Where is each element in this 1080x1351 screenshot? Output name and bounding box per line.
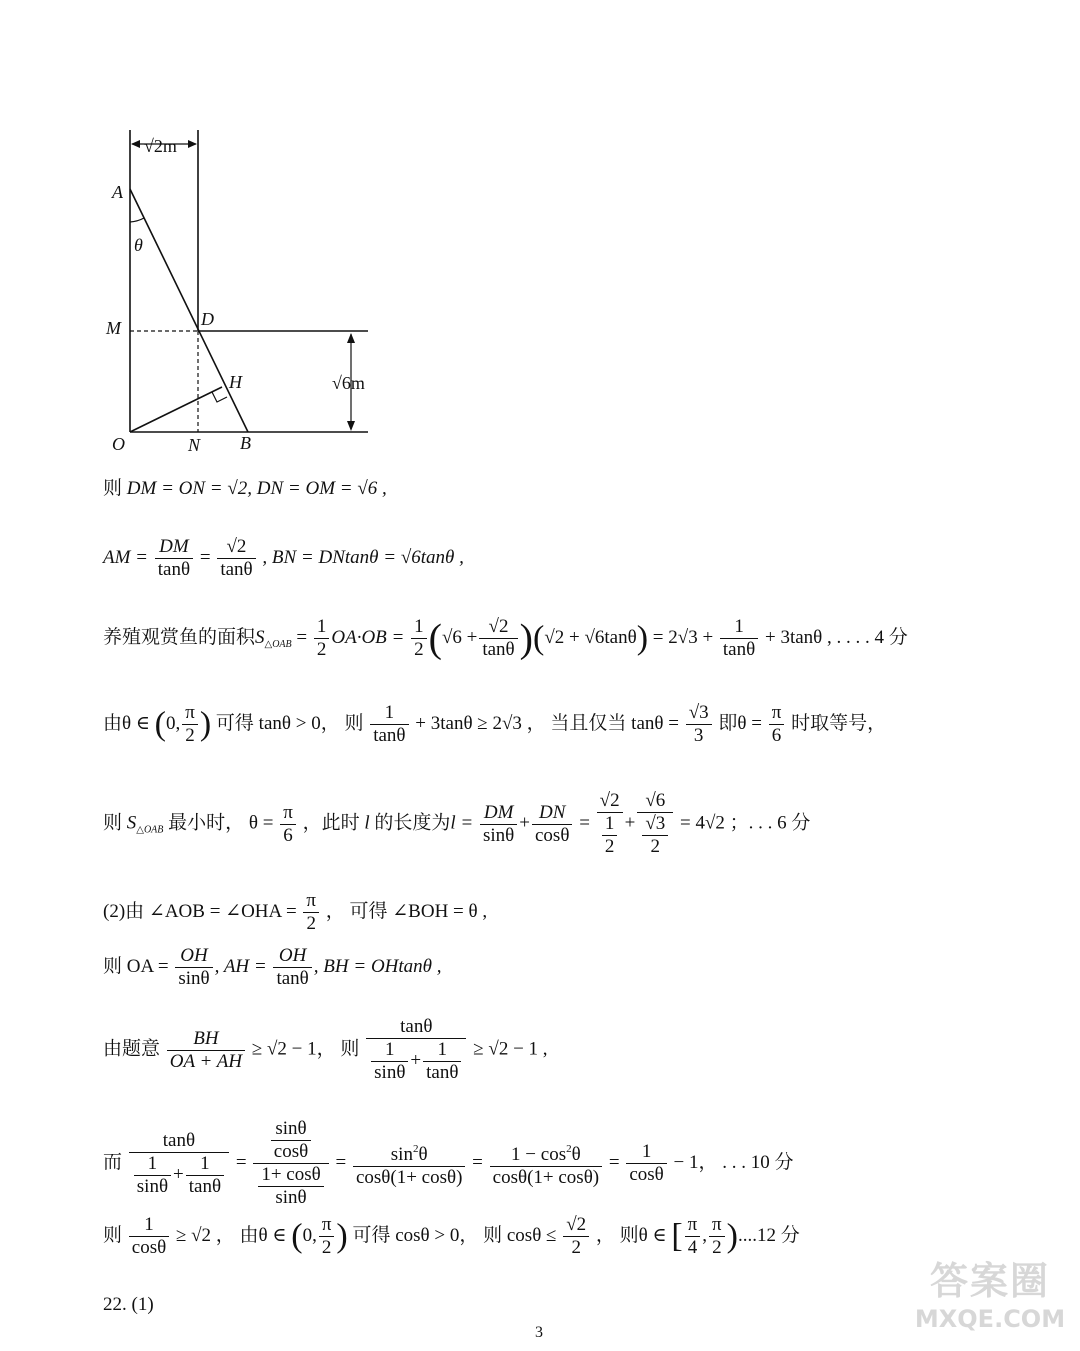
numerator: √3	[686, 702, 712, 725]
numerator: 1	[129, 1214, 169, 1237]
text: =	[199, 546, 211, 568]
point-o: O	[112, 434, 125, 454]
fraction	[479, 616, 517, 661]
denominator: 6	[771, 725, 782, 746]
fraction	[134, 1153, 171, 1198]
text: = 2√3 +	[652, 626, 714, 648]
numerator: √3	[642, 813, 668, 836]
point-n: N	[188, 435, 201, 455]
numerator: 1+ cosθ	[258, 1164, 323, 1187]
fraction	[175, 945, 212, 990]
text: 0,	[166, 712, 181, 734]
fraction	[686, 702, 712, 747]
text: θ	[418, 1144, 428, 1165]
numerator: 1	[314, 616, 330, 639]
fraction	[186, 1153, 224, 1198]
text: 养殖观赏鱼的面积	[103, 626, 256, 648]
line-6	[103, 890, 487, 935]
text: l	[364, 812, 370, 834]
numerator: sinθ	[271, 1118, 311, 1141]
section-heading: 22. (1)	[103, 1294, 154, 1315]
denominator: sinθ	[374, 1062, 406, 1083]
numerator: 1	[186, 1153, 224, 1176]
fraction	[709, 1214, 725, 1259]
denominator: tanθ	[220, 559, 253, 580]
numerator: DM	[480, 802, 517, 825]
line-3: 养殖观赏鱼的面积$S_{\triangle OAB}$ = $\frac{1}{2}$ OA·OB = $\frac{1}{2}$ (√6 + $\frac{√2}{\tan\theta}$ )(√2 + √6tanθ) = 2√3 + $\frac{1}{\tan\theta}$ + 3tanθ , . . . . 4 分	[103, 615, 908, 661]
denominator: cosθ(1+ cosθ)	[355, 1167, 463, 1188]
denominator: sinθ	[483, 824, 515, 846]
text: √6 +	[441, 626, 478, 648]
denominator: cosθ	[629, 1164, 664, 1185]
text: 时取等号，	[791, 712, 887, 734]
fraction	[602, 813, 618, 858]
numerator: 1	[626, 1141, 666, 1164]
line-4: 由θ ∈ (0, $\frac{\pi}{2}$ ) 可得 tanθ > 0， 则 $\frac{1}{\tan\theta}$ + 3tanθ ≥ 2√3 ， 当且仅当 tanθ = $\frac{√3}{3}$ 即θ = $\frac{\pi}{6}$ 时取等号，	[103, 702, 887, 746]
fraction	[563, 1214, 589, 1259]
text: =	[472, 1151, 483, 1173]
denominator: tanθ	[276, 968, 309, 989]
text: ....12 分	[737, 1224, 800, 1246]
fraction	[253, 1118, 328, 1209]
numerator: √2	[563, 1214, 589, 1237]
fraction	[155, 536, 193, 581]
numerator: π	[303, 890, 319, 913]
text: 由题意	[103, 1038, 161, 1060]
fraction	[411, 616, 427, 661]
watermark-url: MXQE.COM	[914, 1305, 1066, 1333]
numerator: tanθ	[366, 1016, 466, 1039]
text: 则	[103, 812, 123, 834]
numerator: DN	[532, 802, 572, 825]
denominator: tanθ	[188, 1175, 222, 1197]
top-arrow-left	[131, 140, 140, 148]
text: , BH = OHtanθ ,	[313, 955, 442, 977]
fraction	[314, 616, 330, 661]
denominator: cosθ(1+ cosθ)	[492, 1167, 600, 1188]
fraction	[167, 1028, 245, 1073]
denominator: 2	[571, 1237, 581, 1258]
numerator: 1	[423, 1039, 461, 1062]
watermark	[906, 1258, 1074, 1346]
side-arrow-up	[347, 333, 355, 343]
fraction	[423, 1039, 461, 1084]
text: ≥ √2 − 1， 则	[251, 1038, 360, 1060]
denominator: 2	[712, 1237, 722, 1258]
fraction	[637, 790, 673, 858]
numerator: π	[280, 802, 296, 825]
numerator: √2	[597, 790, 623, 813]
denominator: OA + AH	[169, 1050, 243, 1072]
text: θ	[571, 1144, 581, 1165]
line-7	[103, 945, 442, 990]
right-angle-mark	[212, 392, 227, 402]
point-a: A	[112, 182, 123, 202]
line-8	[103, 1016, 548, 1084]
numerator: tanθ	[129, 1130, 229, 1153]
fraction	[273, 945, 311, 990]
denominator: 2	[316, 639, 327, 660]
text: √2 + √6tanθ	[544, 626, 637, 648]
denominator: cosθ	[535, 824, 570, 846]
numerator: 1	[370, 702, 408, 725]
numerator: √2	[217, 536, 255, 559]
fraction	[371, 1039, 408, 1084]
line-5	[103, 790, 810, 858]
denominator: tanθ	[722, 639, 756, 660]
text: S	[126, 812, 137, 834]
point-b: B	[240, 433, 251, 453]
page-number: 3	[535, 1324, 543, 1341]
numerator: π	[182, 702, 198, 725]
top-arrow-right	[188, 140, 197, 148]
subscript: △OAB	[264, 638, 292, 650]
text: ，此时	[302, 812, 360, 834]
fraction	[271, 1118, 311, 1163]
denominator: cosθ	[273, 1141, 309, 1162]
text: ， 可得 ∠BOH = θ ,	[325, 900, 488, 922]
superscript: 2	[566, 1143, 572, 1155]
text: =	[235, 1151, 247, 1173]
text: , BN = DNtanθ = √6tanθ ,	[262, 546, 464, 568]
numerator: BH	[167, 1028, 245, 1051]
side-arrow-down	[347, 421, 355, 431]
line-2	[103, 536, 464, 581]
fraction	[182, 702, 198, 747]
denominator: 2	[414, 639, 424, 660]
text: 而	[103, 1151, 123, 1173]
text: 则	[103, 478, 127, 499]
fraction	[685, 1214, 701, 1259]
fraction	[480, 802, 517, 847]
numerator: √6	[637, 790, 673, 813]
fraction	[597, 790, 623, 858]
denominator: 4	[687, 1237, 698, 1258]
numerator: OH	[273, 945, 311, 968]
text: 则 OA =	[103, 955, 169, 977]
denominator: 2	[321, 1237, 332, 1258]
denominator: tanθ	[426, 1062, 459, 1083]
text: ,	[702, 1224, 708, 1246]
fraction	[720, 616, 758, 661]
numerator: π	[685, 1214, 701, 1237]
text: 1 − cos	[511, 1144, 567, 1165]
denominator: tanθ	[157, 559, 191, 580]
segment-oh	[130, 387, 222, 432]
text: + 3tanθ ≥ 2√3 ， 当且仅当 tanθ =	[415, 712, 679, 734]
point-d: D	[201, 309, 214, 329]
text: l =	[450, 812, 474, 834]
fraction	[366, 1016, 466, 1084]
text: ≥ √2 − 1 ,	[473, 1038, 548, 1060]
top-dimension-label: √2m	[144, 136, 177, 156]
numerator: 1	[602, 813, 618, 836]
fraction	[129, 1130, 229, 1198]
numerator: 1	[720, 616, 758, 639]
text: ≥ √2 ， 由θ ∈	[175, 1224, 287, 1246]
denominator: sinθ	[136, 1175, 169, 1197]
text: =	[296, 626, 308, 648]
watermark-logo: 答案圈	[929, 1259, 1050, 1303]
numerator: 1	[411, 616, 427, 639]
numerator: 1	[371, 1039, 408, 1062]
fraction	[642, 813, 668, 858]
text: sin	[390, 1144, 413, 1165]
fraction	[769, 702, 785, 747]
numerator: DM	[155, 536, 193, 559]
text: (2)由 ∠AOB = ∠OHA =	[103, 900, 297, 922]
text: +	[173, 1163, 184, 1185]
denominator: sinθ	[275, 1187, 307, 1208]
text: 可得 cosθ > 0， 则 cosθ ≤	[352, 1224, 557, 1246]
line-10: 则 $\frac{1}{\cos\theta}$ ≥ √2 ， 由θ ∈ (0, $\frac{\pi}{2}$ ) 可得 cosθ > 0， 则 cosθ ≤ $\frac{√2}{2}$ ， 则θ ∈ [ $\frac{\pi}{4}$ , $\frac{\pi}{2}$ )....12 分	[103, 1214, 800, 1258]
denominator: 2	[306, 913, 316, 934]
fraction	[258, 1164, 323, 1209]
text: 可得 tanθ > 0， 则	[215, 712, 364, 734]
text: 由θ ∈	[103, 712, 150, 734]
fraction	[490, 1138, 602, 1189]
text: S	[255, 626, 265, 648]
denominator: 3	[693, 725, 704, 746]
text: , AH =	[214, 955, 267, 977]
denominator: tanθ	[373, 725, 406, 746]
text: ， 则θ ∈	[595, 1224, 667, 1246]
text: OA·OB =	[331, 626, 405, 648]
subscript: △OAB	[136, 824, 164, 836]
fraction	[217, 536, 255, 581]
superscript: 2	[412, 1143, 419, 1155]
denominator: sinθ	[178, 968, 210, 989]
numerator: 1	[134, 1153, 171, 1176]
denominator: 2	[604, 836, 615, 857]
text: +	[624, 812, 636, 834]
text: +	[410, 1049, 422, 1071]
text: 0,	[302, 1224, 317, 1246]
text: 最小时， θ =	[168, 812, 274, 834]
text: AM =	[103, 546, 149, 568]
geometry-diagram	[100, 126, 380, 461]
point-m: M	[106, 318, 121, 338]
text: =	[608, 1151, 620, 1173]
denominator: 2	[185, 725, 195, 746]
numerator: √2	[479, 616, 517, 639]
angle-label: θ	[134, 235, 143, 255]
fraction	[319, 1214, 335, 1259]
text: 的长度为	[374, 812, 451, 834]
point-h: H	[229, 372, 242, 392]
fraction	[280, 802, 296, 847]
text: 即θ =	[718, 712, 762, 734]
numerator: π	[319, 1214, 335, 1237]
fraction	[353, 1138, 465, 1189]
text: ；. . . 6 分	[729, 812, 811, 834]
fraction	[370, 702, 408, 747]
side-dimension-label: √6m	[332, 373, 365, 393]
text: =	[335, 1151, 347, 1173]
text: − 1， . . . 10 分	[673, 1151, 794, 1173]
denominator: cosθ	[131, 1237, 167, 1258]
fraction	[303, 890, 319, 935]
fraction	[129, 1214, 169, 1259]
denominator: 6	[283, 824, 293, 846]
segment-ab	[130, 189, 248, 432]
line-9	[103, 1118, 794, 1209]
numerator: π	[769, 702, 785, 725]
angle-arc	[130, 218, 144, 222]
fraction	[532, 802, 572, 847]
numerator: π	[709, 1214, 725, 1237]
line-11	[103, 1294, 154, 1316]
denominator: tanθ	[482, 639, 515, 660]
text: +	[519, 812, 530, 834]
fraction	[626, 1141, 666, 1186]
numerator: OH	[175, 945, 212, 968]
text: 则	[103, 1224, 123, 1246]
text: =	[579, 812, 590, 834]
denominator: 2	[650, 836, 661, 857]
text: + 3tanθ , . . . . 4 分	[764, 626, 908, 648]
line-1	[103, 478, 387, 500]
text: = 4√2	[680, 812, 725, 834]
equation: DM = ON = √2, DN = OM = √6 ,	[126, 478, 387, 499]
